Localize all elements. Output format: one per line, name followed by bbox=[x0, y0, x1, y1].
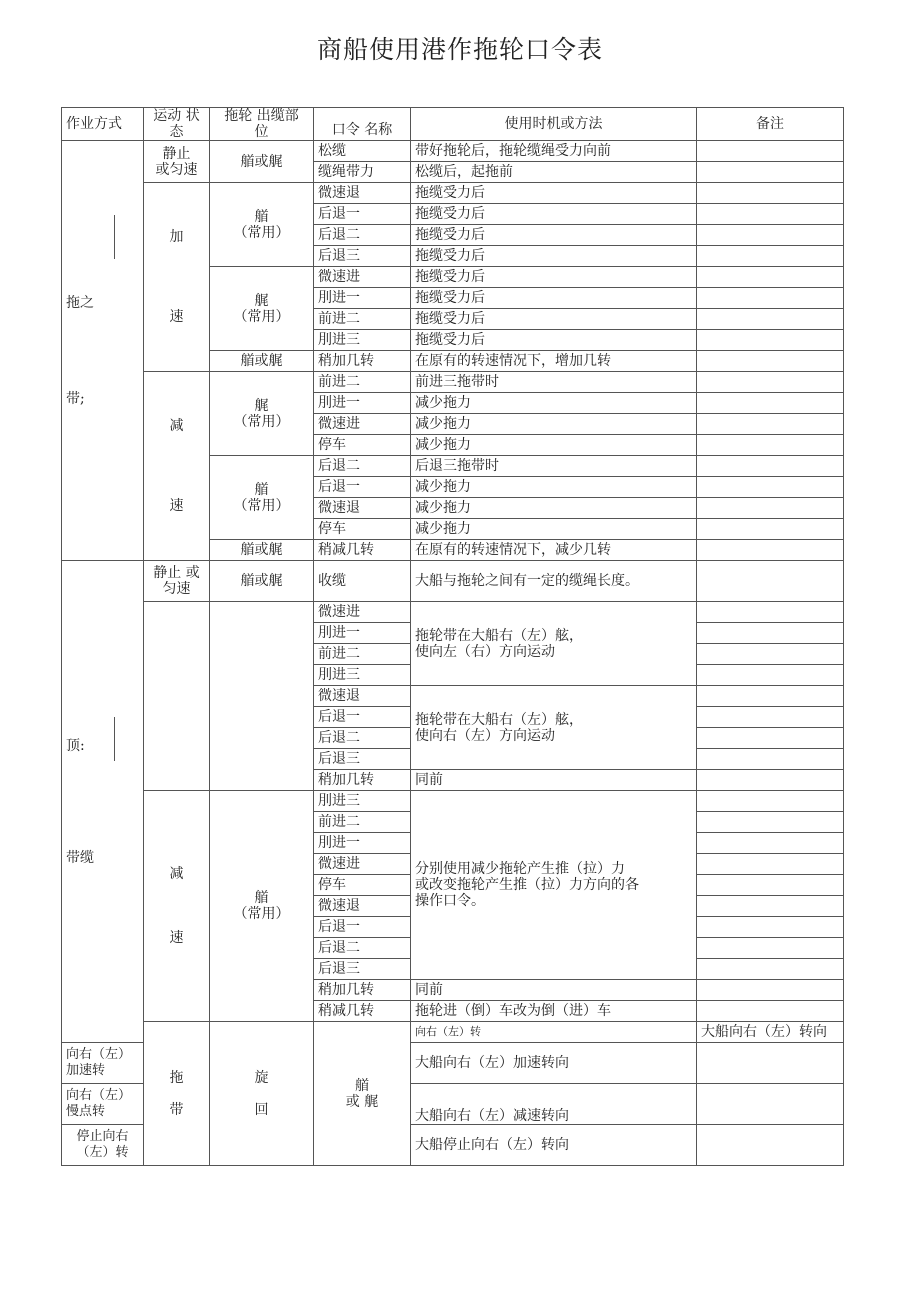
command-cell: 刖进三 bbox=[314, 330, 411, 351]
remarks-cell bbox=[697, 477, 844, 498]
remarks-cell bbox=[697, 288, 844, 309]
command-cell: 后退三 bbox=[314, 959, 411, 980]
command-cell: 稍减几转 bbox=[314, 1001, 411, 1022]
command-cell: 后退一 bbox=[314, 204, 411, 225]
tow-static-state: 静止 或匀速 bbox=[144, 141, 210, 183]
divider bbox=[114, 215, 115, 259]
header-mode: 作业方式 bbox=[62, 108, 144, 141]
command-cell: 后退二 bbox=[314, 225, 411, 246]
command-cell: 刖进一 bbox=[314, 833, 411, 854]
remarks-cell bbox=[697, 309, 844, 330]
command-cell: 后退三 bbox=[314, 749, 411, 770]
remarks-cell bbox=[697, 498, 844, 519]
command-cell: 前进二 bbox=[314, 309, 411, 330]
command-cell: 后退一 bbox=[314, 917, 411, 938]
remarks-cell bbox=[697, 623, 844, 644]
header-position: 拖轮 出缆部 位 bbox=[210, 108, 314, 141]
usage-cell: 大船停止向右（左）转向 bbox=[411, 1125, 697, 1166]
command-cell: 刖进三 bbox=[314, 791, 411, 812]
remarks-cell bbox=[697, 749, 844, 770]
table-row bbox=[62, 141, 844, 162]
command-cell: 缆绳带力 bbox=[314, 162, 411, 183]
command-cell: 稍加几转 bbox=[314, 980, 411, 1001]
command-cell: 后退二 bbox=[314, 456, 411, 477]
usage-cell: 分别使用减少拖轮产生推（拉）力 或改变拖轮产生推（拉）力方向的各 操作口令。 bbox=[411, 791, 697, 980]
command-cell: 刖进一 bbox=[314, 393, 411, 414]
usage-cell: 在原有的转速情况下，减少几转 bbox=[411, 540, 697, 561]
command-cell: 刖进三 bbox=[314, 665, 411, 686]
command-cell: 前进二 bbox=[314, 812, 411, 833]
usage-cell: 拖缆受力后 bbox=[411, 267, 697, 288]
command-cell: 停车 bbox=[314, 435, 411, 456]
remarks-cell bbox=[697, 875, 844, 896]
usage-cell: 拖缆受力后 bbox=[411, 246, 697, 267]
remarks-cell bbox=[697, 330, 844, 351]
tow-mode-cell: 拖之 带; bbox=[62, 141, 144, 561]
remarks-cell bbox=[697, 561, 844, 602]
table-header-row bbox=[62, 108, 844, 141]
command-cell: 稍加几转 bbox=[314, 770, 411, 791]
usage-cell: 同前 bbox=[411, 770, 697, 791]
remarks-cell bbox=[697, 540, 844, 561]
table-row bbox=[62, 183, 844, 204]
usage-cell: 带好拖轮后，拖轮缆绳受力向前 bbox=[411, 141, 697, 162]
usage-cell: 大船向右（左）转向 bbox=[697, 1022, 844, 1043]
command-cell: 后退一 bbox=[314, 477, 411, 498]
remarks-cell bbox=[697, 519, 844, 540]
turn-state-cell: 旋 回 bbox=[210, 1022, 314, 1166]
remarks-cell bbox=[697, 351, 844, 372]
tow-decel-position-stern: 艉 （常用） bbox=[210, 372, 314, 456]
table-row bbox=[62, 602, 844, 623]
command-cell: 微速进 bbox=[314, 414, 411, 435]
push-move-state bbox=[144, 602, 210, 791]
command-cell: 后退一 bbox=[314, 707, 411, 728]
usage-cell: 大船与拖轮之间有一定的缆绳长度。 bbox=[411, 561, 697, 602]
usage-cell: 同前 bbox=[411, 980, 697, 1001]
page-title: 商船使用港作拖轮口令表 bbox=[316, 35, 603, 64]
usage-cell: 松缆后，起拖前 bbox=[411, 162, 697, 183]
push-static-position: 艏或艉 bbox=[210, 561, 314, 602]
remarks-cell bbox=[697, 162, 844, 183]
usage-cell: 减少拖力 bbox=[411, 498, 697, 519]
remarks-cell bbox=[697, 896, 844, 917]
usage-cell: 减少拖力 bbox=[411, 414, 697, 435]
usage-cell: 拖缆受力后 bbox=[411, 330, 697, 351]
command-cell: 微速进 bbox=[314, 854, 411, 875]
command-cell: 后退三 bbox=[314, 246, 411, 267]
tow-accel-position-bow: 艏 （常用） bbox=[210, 183, 314, 267]
remarks-cell bbox=[697, 833, 844, 854]
usage-cell: 大船向右（左）减速转向 bbox=[411, 1084, 697, 1125]
remarks-cell bbox=[697, 1084, 844, 1125]
remarks-cell bbox=[697, 644, 844, 665]
remarks-cell bbox=[697, 686, 844, 707]
push-mode-cell: 顶: 带缆 bbox=[62, 561, 144, 1043]
remarks-cell bbox=[697, 393, 844, 414]
command-cell: 微速退 bbox=[314, 498, 411, 519]
command-cell: 向右（左） 慢点转 bbox=[62, 1084, 144, 1125]
remarks-cell bbox=[697, 728, 844, 749]
usage-cell: 大船向右（左）加速转向 bbox=[411, 1043, 697, 1084]
usage-cell: 减少拖力 bbox=[411, 477, 697, 498]
remarks-cell bbox=[697, 980, 844, 1001]
remarks-cell bbox=[697, 917, 844, 938]
remarks-cell bbox=[697, 1001, 844, 1022]
command-cell: 稍减几转 bbox=[314, 540, 411, 561]
command-cell: 微速退 bbox=[314, 896, 411, 917]
tow-decel-state: 减 速 bbox=[144, 372, 210, 561]
push-static-state: 静止 或 匀速 bbox=[144, 561, 210, 602]
command-cell: 稍加几转 bbox=[314, 351, 411, 372]
remarks-cell bbox=[697, 183, 844, 204]
usage-cell: 拖缆受力后 bbox=[411, 225, 697, 246]
command-cell: 向右（左）转 bbox=[411, 1022, 697, 1043]
remarks-cell bbox=[697, 1043, 844, 1084]
remarks-cell bbox=[697, 456, 844, 477]
table-row bbox=[62, 1022, 844, 1043]
tow-accel-position-stern: 艉 （常用） bbox=[210, 267, 314, 351]
usage-cell: 后退三拖带时 bbox=[411, 456, 697, 477]
command-cell: 松缆 bbox=[314, 141, 411, 162]
push-decel-position: 艏 （常用） bbox=[210, 791, 314, 1022]
table-row bbox=[62, 791, 844, 812]
command-cell: 后退二 bbox=[314, 938, 411, 959]
command-cell: 后退二 bbox=[314, 728, 411, 749]
command-cell: 收缆 bbox=[314, 561, 411, 602]
remarks-cell bbox=[697, 435, 844, 456]
remarks-cell bbox=[697, 414, 844, 435]
command-cell: 微速退 bbox=[314, 183, 411, 204]
usage-cell: 拖缆受力后 bbox=[411, 309, 697, 330]
header-command: 口令 名称 bbox=[314, 108, 411, 141]
command-cell: 停车 bbox=[314, 875, 411, 896]
usage-cell: 前进三拖带时 bbox=[411, 372, 697, 393]
command-cell: 刖进一 bbox=[314, 288, 411, 309]
remarks-cell bbox=[697, 665, 844, 686]
tow-static-position: 艏或艉 bbox=[210, 141, 314, 183]
command-cell: 前进二 bbox=[314, 644, 411, 665]
command-cell: 刖进一 bbox=[314, 623, 411, 644]
command-cell: 停车 bbox=[314, 519, 411, 540]
usage-cell: 拖轮进（倒）车改为倒（进）车 bbox=[411, 1001, 697, 1022]
remarks-cell bbox=[697, 959, 844, 980]
header-remarks: 备注 bbox=[697, 108, 844, 141]
divider bbox=[114, 717, 115, 761]
usage-cell: 减少拖力 bbox=[411, 519, 697, 540]
command-cell: 前进二 bbox=[314, 372, 411, 393]
remarks-cell bbox=[697, 372, 844, 393]
remarks-cell bbox=[697, 204, 844, 225]
remarks-cell bbox=[697, 246, 844, 267]
remarks-cell bbox=[697, 267, 844, 288]
header-usage: 使用时机或方法 bbox=[411, 108, 697, 141]
command-cell: 微速进 bbox=[314, 267, 411, 288]
remarks-cell bbox=[697, 141, 844, 162]
usage-cell: 拖缆受力后 bbox=[411, 288, 697, 309]
turn-mode-cell: 拖 带 bbox=[144, 1022, 210, 1166]
command-table bbox=[61, 107, 844, 1166]
remarks-cell bbox=[697, 770, 844, 791]
command-cell: 微速退 bbox=[314, 686, 411, 707]
usage-cell: 拖轮带在大船右（左）舷， 使向右（左）方向运动 bbox=[411, 686, 697, 770]
remarks-cell bbox=[697, 707, 844, 728]
remarks-cell bbox=[697, 812, 844, 833]
command-cell: 微速进 bbox=[314, 602, 411, 623]
remarks-cell bbox=[697, 791, 844, 812]
remarks-cell bbox=[697, 1125, 844, 1166]
turn-position-cell: 艏 或 艉 bbox=[314, 1022, 411, 1166]
usage-cell: 拖缆受力后 bbox=[411, 183, 697, 204]
remarks-cell bbox=[697, 854, 844, 875]
command-cell: 停止向右 （左）转 bbox=[62, 1125, 144, 1166]
tow-decel-position-bow: 艏 （常用） bbox=[210, 456, 314, 540]
push-decel-state: 减 速 bbox=[144, 791, 210, 1022]
command-cell: 向右（左） 加速转 bbox=[62, 1043, 144, 1084]
tow-accel-state: 加 速 bbox=[144, 183, 210, 372]
remarks-cell bbox=[697, 938, 844, 959]
usage-cell: 减少拖力 bbox=[411, 393, 697, 414]
remarks-cell bbox=[697, 602, 844, 623]
push-move-position bbox=[210, 602, 314, 791]
table-row bbox=[62, 561, 844, 602]
tow-decel-position-either: 艏或艉 bbox=[210, 540, 314, 561]
header-state: 运动 状 态 bbox=[144, 108, 210, 141]
remarks-cell bbox=[697, 225, 844, 246]
usage-cell: 在原有的转速情况下，增加几转 bbox=[411, 351, 697, 372]
tow-accel-position-either: 艏或艉 bbox=[210, 351, 314, 372]
usage-cell: 拖缆受力后 bbox=[411, 204, 697, 225]
usage-cell: 拖轮带在大船右（左）舷， 使向左（右）方向运动 bbox=[411, 602, 697, 686]
usage-cell: 减少拖力 bbox=[411, 435, 697, 456]
table-row bbox=[62, 372, 844, 393]
